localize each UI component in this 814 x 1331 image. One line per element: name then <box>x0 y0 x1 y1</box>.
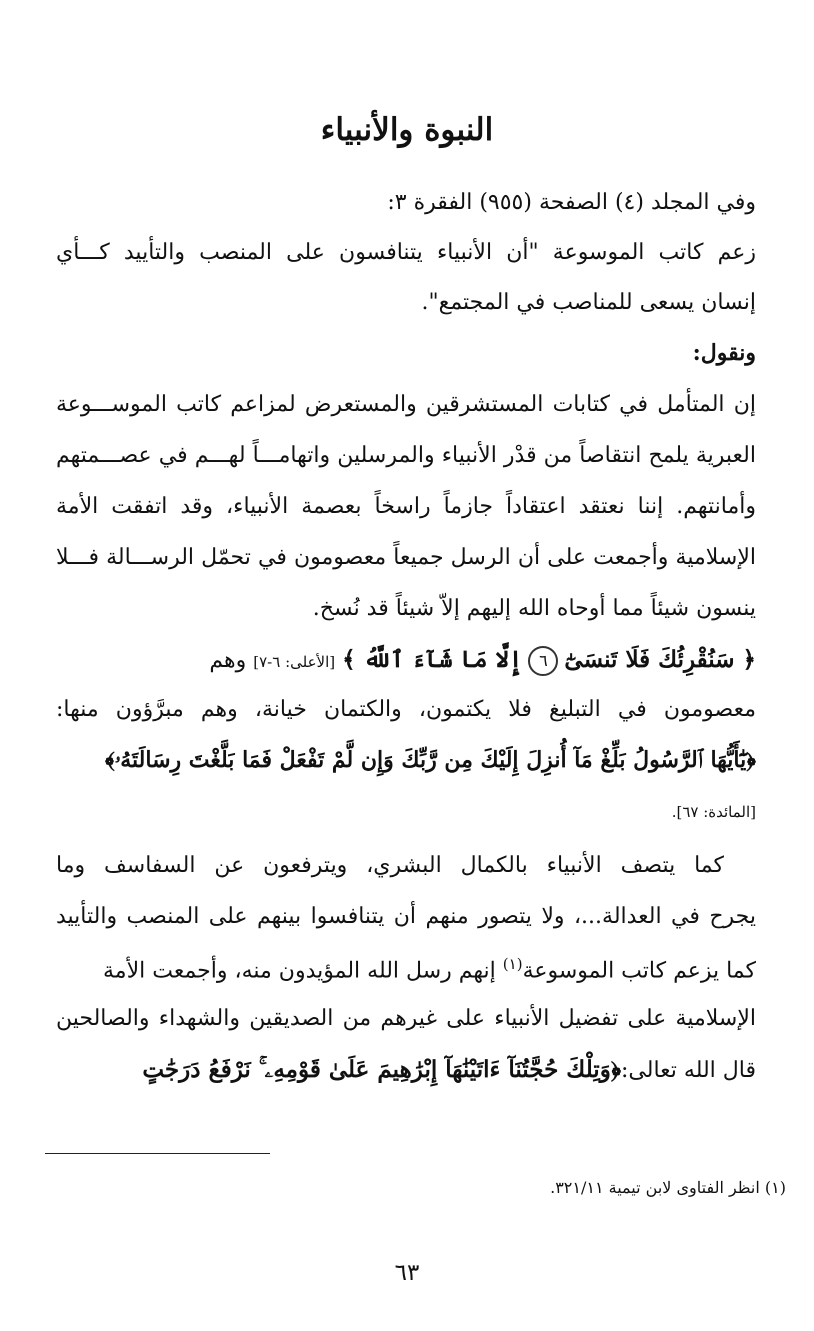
paragraph-text: إنهم رسل الله المؤيدون منه، وأجمعت الأمة <box>103 958 496 984</box>
paragraph-line: الإسلامية وأجمعت على أن الرسل جميعاً معصومون في تحمّل الرســـالة فـــلا <box>56 545 756 570</box>
paragraph-text: كما يزعم كاتب الموسوعة <box>522 958 756 984</box>
paragraph-line: ينسون شيئاً مما أوحاه الله إليهم إلاّ شيئاً قد نُسخ. <box>312 596 756 621</box>
verse-line <box>56 646 756 676</box>
paragraph-line: كما يتصف الأنبياء بالكمال البشري، ويترفعون عن السفاسف وما <box>56 853 724 878</box>
footnote-marker[interactable]: (١) <box>502 955 523 973</box>
verse-lead-text: قال الله تعالى: <box>621 1058 756 1083</box>
quran-verse: ﴿يَٰٓأَيُّهَا ٱلرَّسُولُ بَلِّغْ مَآ أُنزِلَ إِلَيْكَ مِن رَّبِّكَ وَإِن لَّمْ تَفْعَلْ فَمَا بَلَّغْتَ رِسَالَتَهُۥ﴾ <box>104 747 756 773</box>
paragraph-line: إنسان يسعى للمناصب في المجتمع". <box>421 290 756 315</box>
reference-line: وفي المجلد (٤) الصفحة (٩٥٥) الفقرة ٣: <box>387 190 756 215</box>
verse-number-ornament: ٦ <box>528 646 558 676</box>
paragraph-line: إن المتأمل في كتابات المستشرقين والمستعرض لمزاعم كاتب الموســـوعة <box>56 392 756 417</box>
quran-verse: ﴿وَتِلْكَ حُجَّتُنَآ ءَاتَيْنَٰهَآ إِبْرَٰهِيمَ عَلَىٰ قَوْمِهِۦ ۚ نَرْفَعُ دَرَجَٰتٍ <box>142 1056 622 1083</box>
paragraph-line: وأمانتهم. إننا نعتقد اعتقاداً جازماً راسخاً بعصمة الأنبياء، وقد اتفقت الأمة <box>56 494 756 519</box>
page-number: ٦٣ <box>394 1260 420 1286</box>
section-heading: ونقول: <box>692 340 756 366</box>
paragraph-line: زعم كاتب الموسوعة "أن الأنبياء يتنافسون على المنصب والتأييد كـــأي <box>56 240 756 265</box>
footnote: (١) انظر الفتاوى لابن تيمية ٣٢١/١١. <box>550 1178 786 1197</box>
paragraph-line <box>56 955 756 983</box>
footnote-separator <box>45 1153 270 1154</box>
paragraph-line: يجرح في العدالة...، ولا يتصور منهم أن يتنافسوا بينهم على المنصب والتأييد <box>56 904 756 929</box>
verse-tail-text: وهم <box>209 648 247 673</box>
paragraph-line: معصومون في التبليغ فلا يكتمون، والكتمان خيانة، وهم مبرَّؤون منها: <box>56 697 756 722</box>
verse-reference: [المائدة: ٦٧]. <box>671 803 756 821</box>
paragraph-line: العبرية يلمح انتقاصاً من قدْر الأنبياء والمرسلين واتهامـــاً لهـــم في عصـــمتهم <box>56 443 756 468</box>
paragraph-line: الإسلامية على تفضيل الأنبياء على غيرهم من الصديقين والشهداء والصالحين <box>56 1006 756 1031</box>
verse-reference: [الأعلى: ٦-٧] <box>253 653 336 671</box>
page-title: النبوة والأنبياء <box>320 112 494 148</box>
quran-verse: إِلَّا مَا شَآءَ ٱللَّهُ ﴾ <box>342 646 523 673</box>
verse-line <box>56 1056 756 1083</box>
quran-verse: ﴿ سَنُقْرِئُكَ فَلَا تَنسَىٰٓ <box>564 646 756 673</box>
